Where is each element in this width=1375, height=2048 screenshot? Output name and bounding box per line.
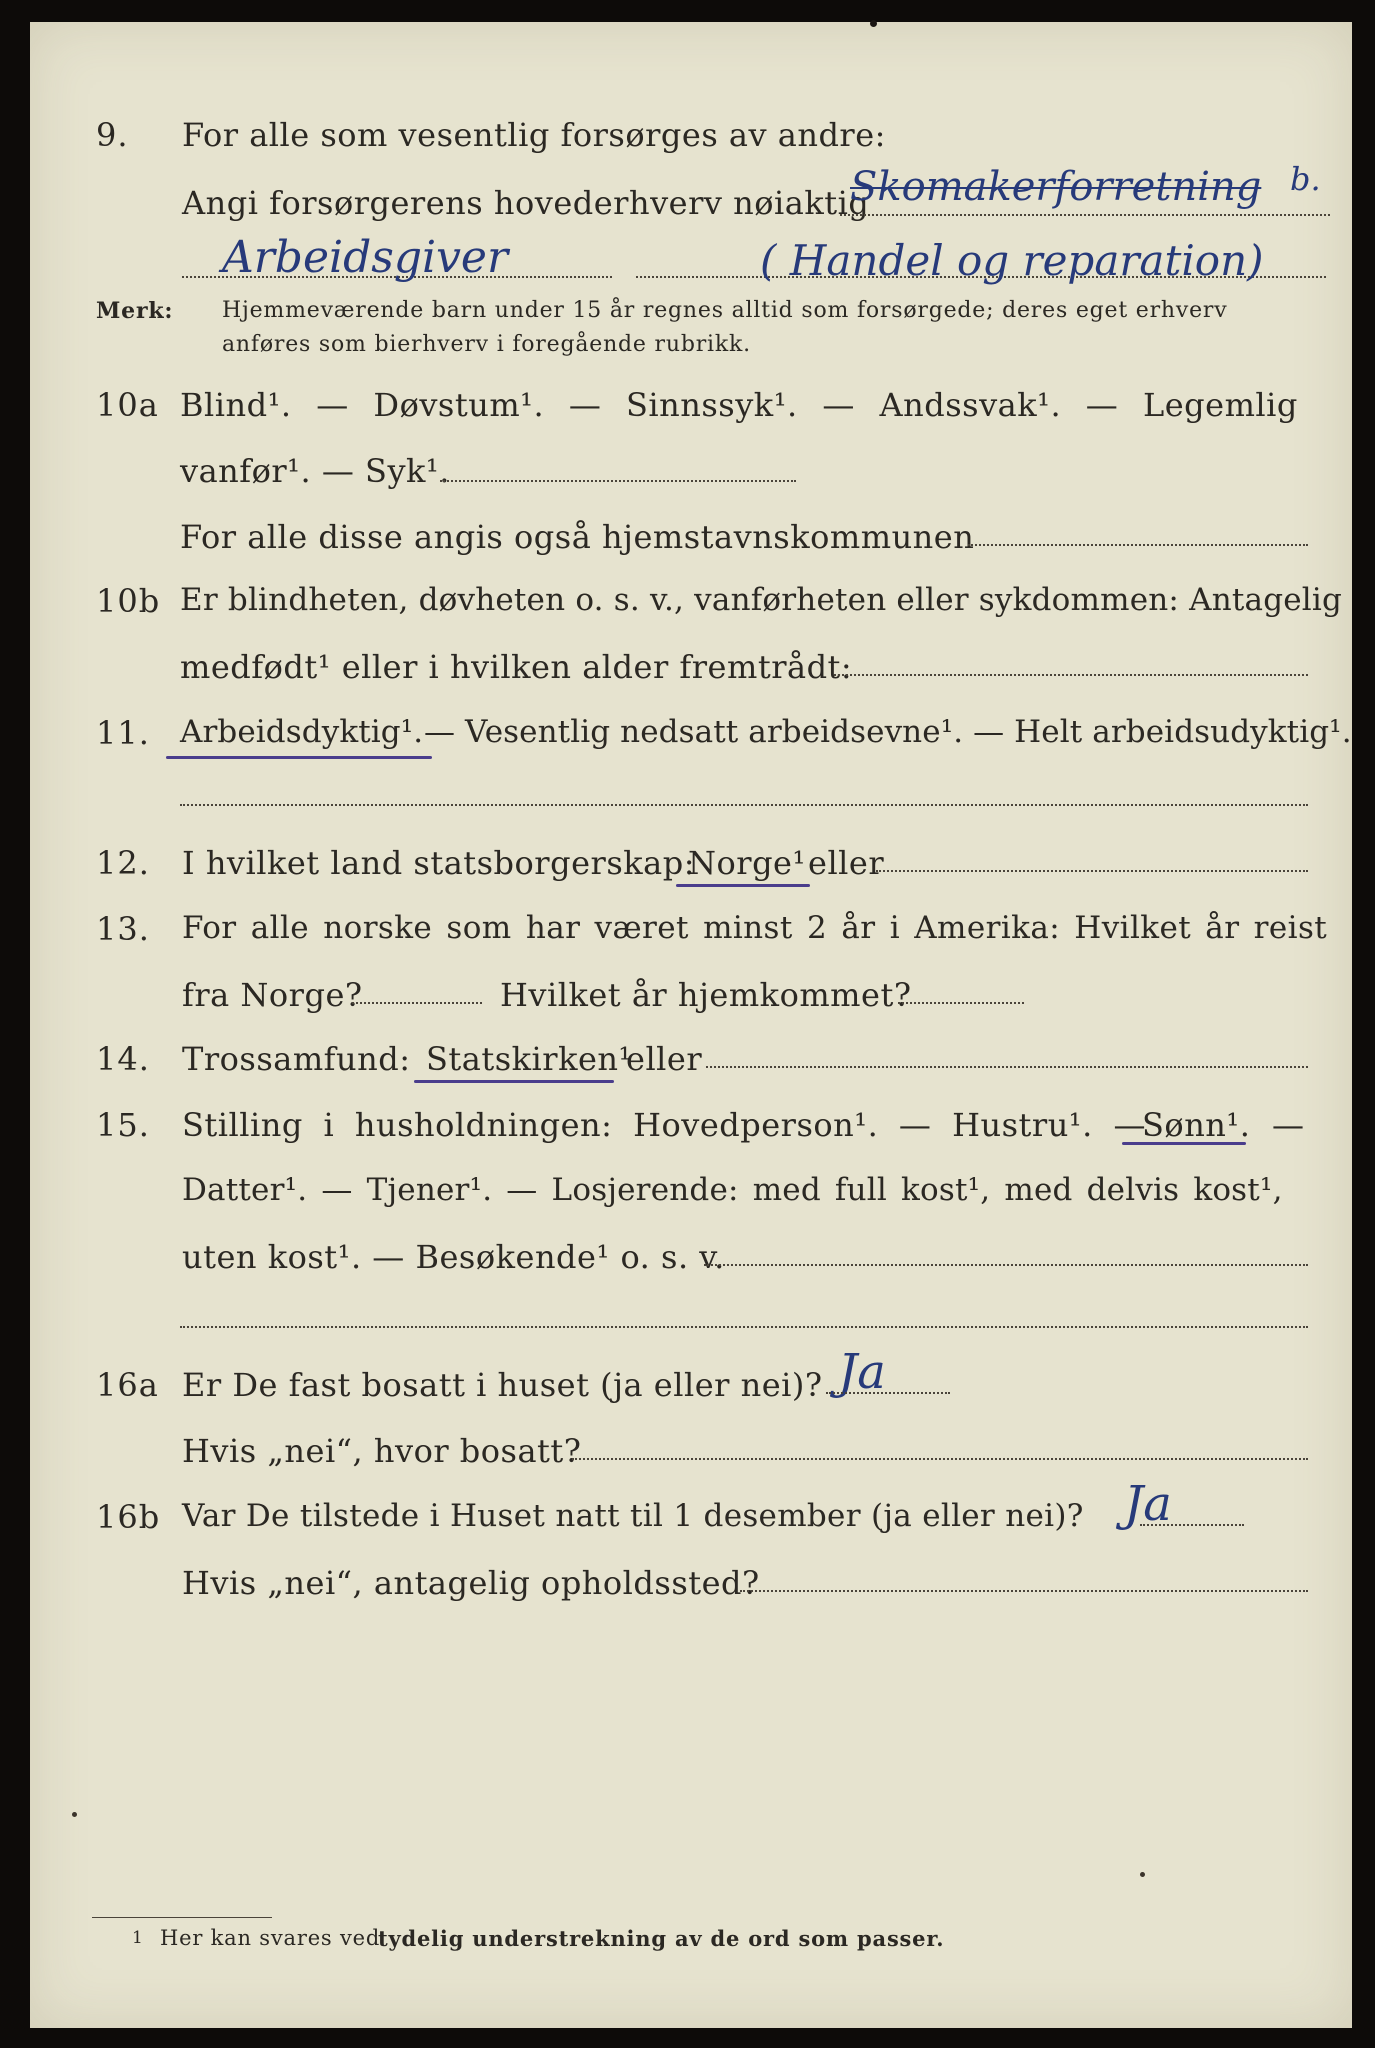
underline-mark <box>1122 1142 1246 1145</box>
question-text: Hvis „nei“, hvor bosatt? <box>182 1432 582 1470</box>
question-text: Trossamfund: <box>182 1040 411 1078</box>
question-text: For alle som vesentlig forsørges av andre: <box>182 116 886 154</box>
handwritten-role: Arbeidsgiver <box>222 232 508 283</box>
handwritten-occupation: Skomakerforretning <box>850 164 1262 210</box>
option-arbeidsdyktig: Arbeidsdyktig¹. <box>180 714 424 750</box>
option-sonn: Sønn¹. <box>1142 1106 1251 1144</box>
question-text: Er De fast bosatt i huset (ja eller nei)? <box>182 1366 823 1404</box>
question-text: fra Norge? <box>182 976 363 1014</box>
question-text: Var De tilstede i Huset natt til 1 desember (ja eller nei)? <box>182 1498 1084 1534</box>
question-text: For alle norske som har været minst 2 år i Amerika: Hvilket år reist <box>182 910 1328 946</box>
answer-line <box>572 1458 1308 1460</box>
underline-mark <box>414 1080 614 1083</box>
answer-line <box>440 480 796 482</box>
note-text: Hjemmeværende barn under 15 år regnes alltid som forsørgede; deres eget erhverv <box>222 298 1228 323</box>
question-text: eller <box>808 844 885 882</box>
answer-line <box>826 1392 950 1394</box>
question-number: 13. <box>96 910 150 948</box>
question-number: 16b <box>96 1498 161 1536</box>
answer-line <box>898 1002 1024 1004</box>
punch-dot <box>870 20 877 27</box>
question-text: Hvilket år hjemkommet? <box>500 976 912 1014</box>
answer-line <box>834 674 1308 676</box>
question-number: 9. <box>96 116 129 154</box>
answer-line <box>706 1066 1308 1068</box>
question-text: vanfør¹. — Syk¹. <box>180 452 450 490</box>
question-text: uten kost¹. — Besøkende¹ o. s. v. <box>182 1238 725 1276</box>
question-text: Hvis „nei“, antagelig opholdssted? <box>182 1564 760 1602</box>
question-number: 12. <box>96 844 150 882</box>
underline-mark <box>676 884 810 887</box>
question-text: Er blindheten, døvheten o. s. v., vanførheten eller sykdommen: Antagelig <box>180 582 1343 618</box>
answer-line <box>876 870 1308 872</box>
question-number: 15. <box>96 1106 150 1144</box>
footnote-text-emphasis: tydelig understrekning av de ord som passer. <box>378 1926 945 1951</box>
question-number: 10b <box>96 582 161 620</box>
answer-line <box>352 1002 482 1004</box>
handwritten-note: ( Handel og reparation) <box>760 236 1264 285</box>
question-text: I hvilket land statsborgerskap: <box>182 844 695 882</box>
question-number: 16a <box>96 1366 159 1404</box>
footnote-rule <box>92 1917 272 1918</box>
question-text: Stilling i husholdningen: Hovedperson¹. — Hustru¹. — <box>182 1106 1146 1144</box>
question-number: 10a <box>96 386 159 424</box>
handwritten-mark: b. <box>1290 160 1321 198</box>
question-number: 14. <box>96 1040 150 1078</box>
question-number: 11. <box>96 714 150 752</box>
footnote-text: Her kan svares ved <box>160 1926 381 1950</box>
ink-speck <box>1140 1872 1145 1877</box>
note-label: Merk: <box>96 298 174 324</box>
question-text: For alle disse angis også hjemstavnskommunen <box>180 518 975 556</box>
answer-line <box>840 214 1330 216</box>
answer-line <box>704 1264 1308 1266</box>
underline-mark <box>166 756 432 759</box>
ink-speck <box>72 1812 77 1817</box>
option-norge: Norge¹ <box>688 844 806 882</box>
question-text: Angi forsørgerens hovederhverv nøiaktig <box>182 184 870 222</box>
answer-line <box>180 804 1308 806</box>
question-text: — <box>1272 1106 1305 1144</box>
footnote-mark: 1 <box>132 1928 144 1948</box>
answer-line <box>968 544 1308 546</box>
note-text: anføres som bierhverv i foregående rubrikk. <box>222 332 751 357</box>
question-text: Blind¹. — Døvstum¹. — Sinnssyk¹. — Andssvak¹. — Legemlig <box>180 386 1298 424</box>
question-text: Datter¹. — Tjener¹. — Losjerende: med full kost¹, med delvis kost¹, <box>182 1172 1283 1208</box>
handwritten-answer: Ja <box>1124 1476 1172 1532</box>
answer-line <box>180 1326 1308 1328</box>
answer-line <box>1140 1524 1244 1526</box>
answer-line <box>740 1590 1308 1592</box>
question-text: eller <box>626 1040 703 1078</box>
question-text: — Vesentlig nedsatt arbeidsevne¹. — Helt arbeidsudyktig¹. <box>424 714 1352 750</box>
option-statskirken: Statskirken¹ <box>426 1040 632 1078</box>
question-text: medfødt¹ eller i hvilken alder fremtrådt: <box>180 648 853 686</box>
handwritten-answer: Ja <box>838 1344 886 1400</box>
